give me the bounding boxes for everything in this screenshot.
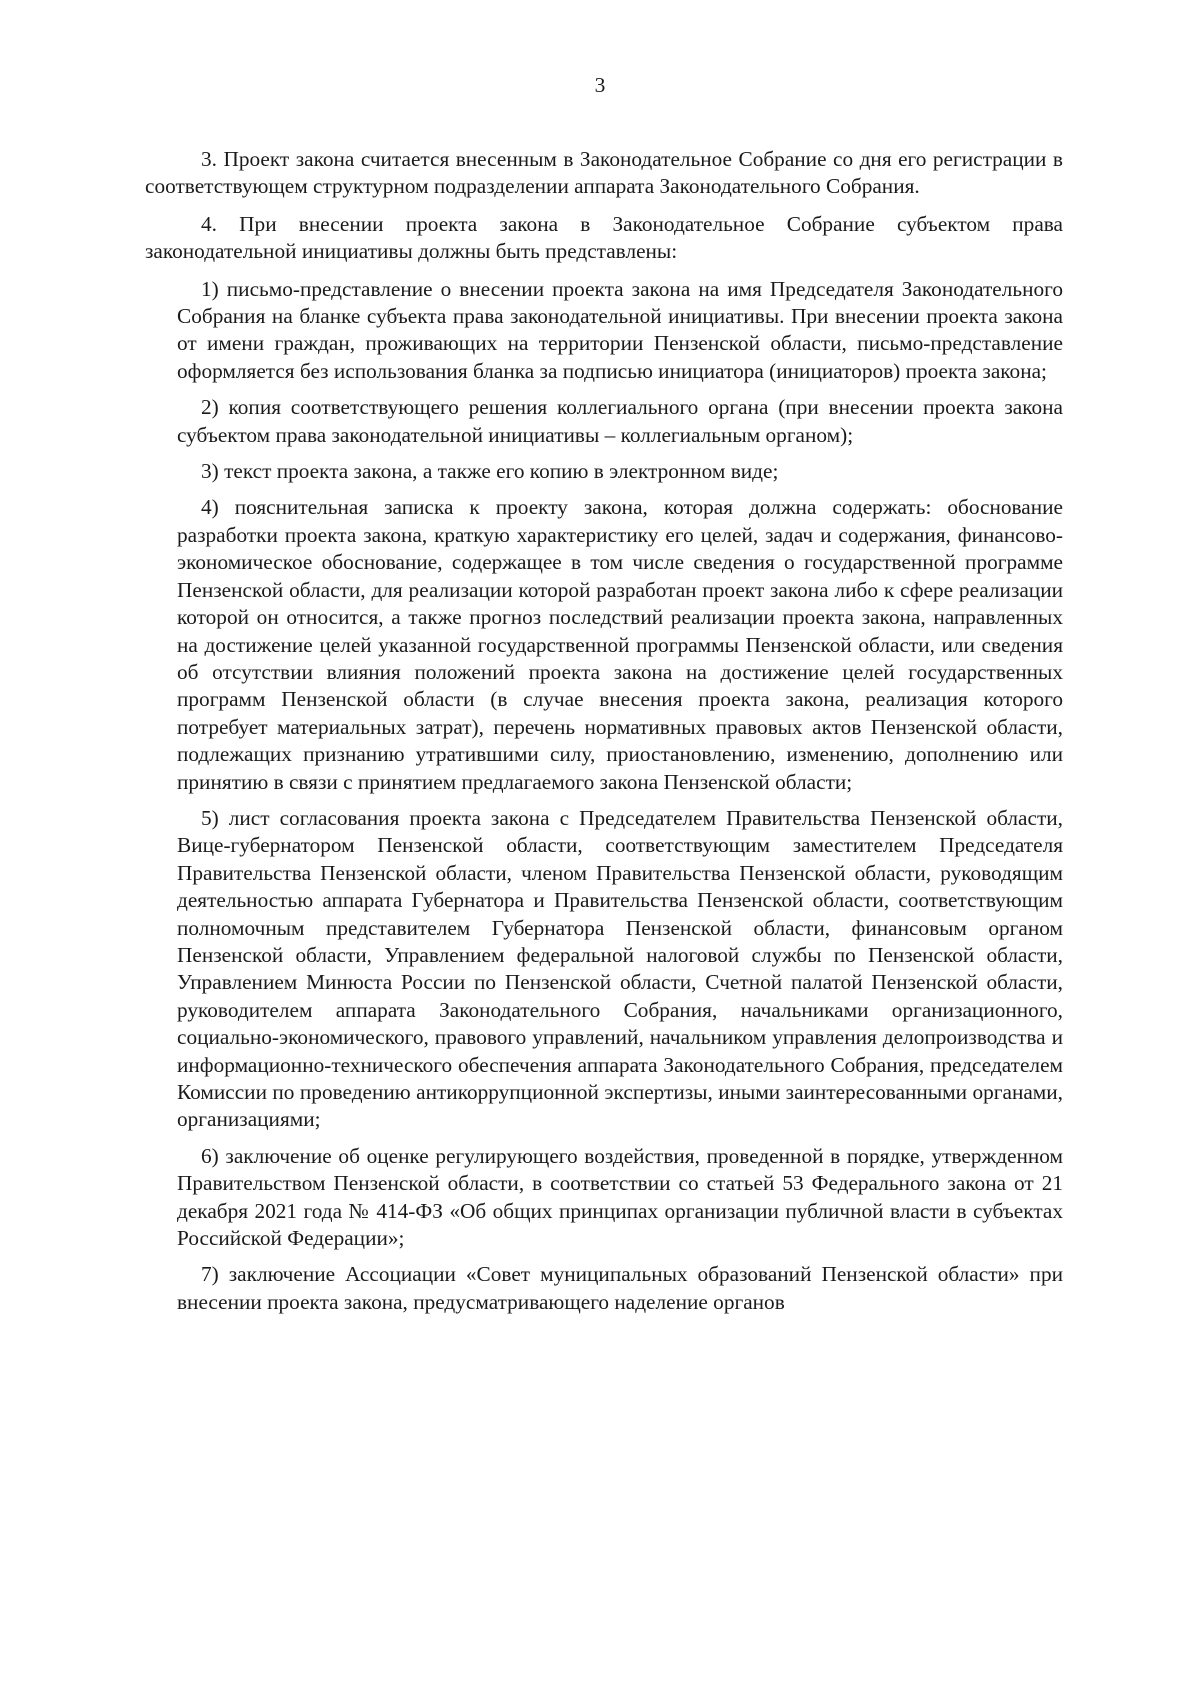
list-item-3: 3) текст проекта закона, а также его копию в электронном виде; <box>201 459 779 484</box>
document-body <box>145 146 1063 1325</box>
list-item-1: 1) письмо-представление о внесении проекта закона на имя Председателя Законодательного Собрания на бланке субъекта права законодательной инициативы. При внесении проекта закона от имени граждан, проживающих на территории Пензенской области, письмо-представление оформляется без использования бланка за подписью инициатора (инициаторов) проекта закона; <box>177 276 1063 383</box>
list-item-2: 2) копия соответствующего решения коллегиального органа (при внесении проекта закона субъектом права законодательной инициативы – коллегиальным органом); <box>177 395 1063 447</box>
list-item-4: 4) пояснительная записка к проекту закона, которая должна содержать: обоснование разработки проекта закона, краткую характеристику его целей, задач и содержания, финансово-экономическое обоснование, содержащее в том числе сведения о государственной программе Пензенской области, для реализации которой разработан проект закона либо к сфере реализации которой он относится, а также прогноз последствий реализации проекта закона, направленных на достижение целей указанной государственной программы Пензенской области, или сведения об отсутствии влияния положений проекта закона на достижение целей государственных программ Пензенской области (в случае внесения проекта закона, реализация которого потребует материальных затрат), перечень нормативных правовых актов Пензенской области, подлежащих признанию утратившими силу, приостановлению, изменению, дополнению или принятию в связи с принятием предлагаемого закона Пензенской области; <box>177 495 1063 794</box>
paragraph-3: 3. Проект закона считается внесенным в Законодательное Собрание со дня его регистрации в соответствующем структурном подразделении аппарата Законодательного Собрания. <box>145 147 1063 199</box>
page-number: 3 <box>594 73 606 97</box>
list-item-6: 6) заключение об оценке регулирующего воздействия, проведенной в порядке, утвержденном Правительством Пензенской области, в соответствии со статьей 53 Федерального закона от 21 декабря 2021 года № 414-ФЗ «Об общих принципах организации публичной власти в субъектах Российской Федерации»; <box>177 1143 1063 1251</box>
paragraph-4: 4. При внесении проекта закона в Законодательное Собрание субъектом права законодательной инициативы должны быть представлены: <box>145 211 1063 264</box>
list-item-5: 5) лист согласования проекта закона с Председателем Правительства Пензенской области, Вице-губернатором Пензенской области, соответствующим заместителем Председателя Правительства Пензенской области, членом Правительства Пензенской области, руководящим деятельностью аппарата Губернатора и Правительства Пензенской области, соответствующим полномочным представителем Губернатора Пензенской области, финансовым органом Пензенской области, Управлением федеральной налоговой службы по Пензенской области, Управлением Минюста России по Пензенской области, Счетной палатой Пензенской области, руководителем аппарата Законодательного Собрания, начальниками организационного, социально-экономического, правового управлений, начальником управления делопроизводства и информационно-технического обеспечения аппарата Законодательного Собрания, председателем Комиссии по проведению антикоррупционной экспертизы, иными заинтересованными органами, организациями; <box>177 805 1063 1132</box>
list-item-7: 7) заключение Ассоциации «Совет муниципальных образований Пензенской области» при внесении проекта закона, предусматривающего наделение органов <box>177 1262 1063 1314</box>
